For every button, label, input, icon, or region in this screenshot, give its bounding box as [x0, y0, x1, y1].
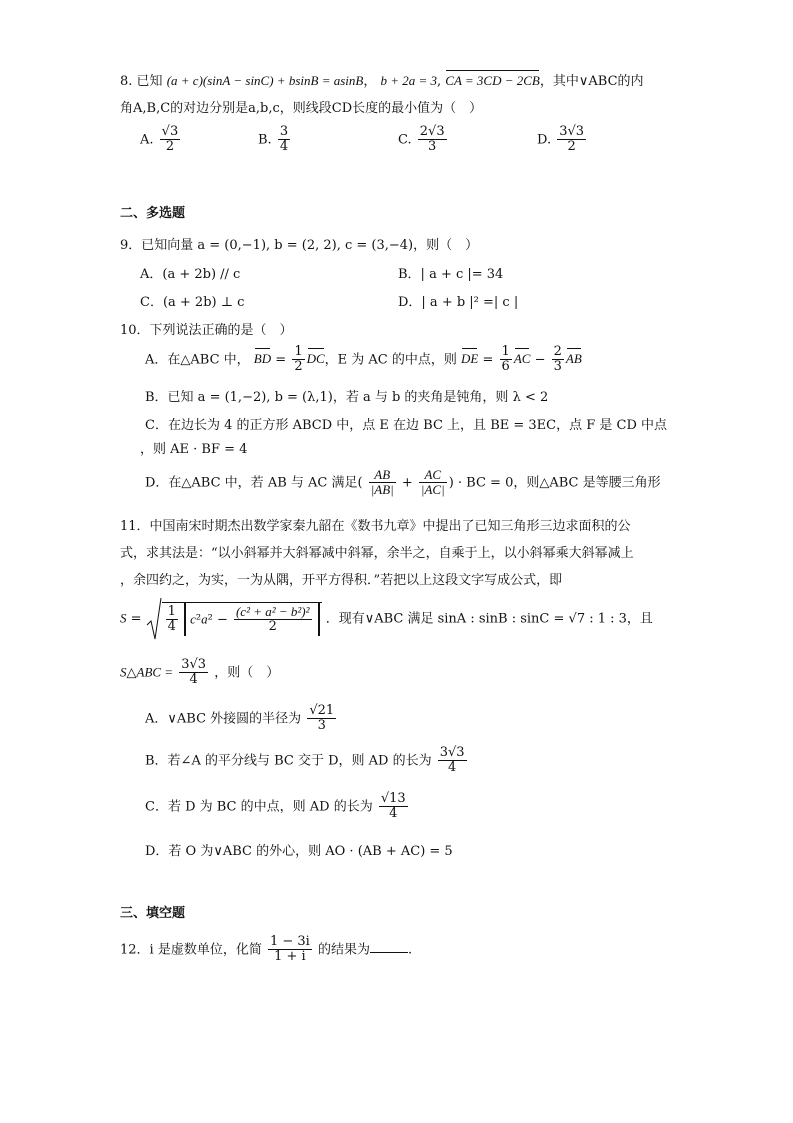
option-text: C．若 D 为 BC 的中点，则 AD 的长为 [145, 799, 373, 815]
q11-formula-post: ．现有∨ABC 满足 sinA : sinB : sinC = √7 : 1 : 3，且 [325, 611, 653, 627]
frac-den: 4 [389, 806, 398, 822]
q8-text-post: ，其中∨ABC的内 [539, 74, 644, 89]
answer-blank[interactable] [370, 940, 408, 953]
section-multiple-choice: 二、多选题 [120, 206, 186, 221]
q8-option-c[interactable] [398, 125, 449, 155]
q11-line3: ，余四约之，为实，一为从隅，开平方得积．”若把以上这段文字写成公式，即 [120, 573, 563, 588]
frac-den: 3 [317, 718, 326, 734]
frac-den: 4 [279, 139, 289, 155]
q8-option-d[interactable] [537, 125, 588, 155]
frac-num: 3√3 [181, 657, 207, 672]
q11-option-a[interactable] [145, 704, 338, 734]
q8-option-a[interactable] [140, 125, 182, 155]
area-label: S△ABC = [120, 664, 174, 680]
frac-num: 3√3 [439, 745, 465, 760]
q10-a-mid: ，E 为 AC 的中点，则 [324, 352, 457, 368]
frac-num: 3√3 [559, 124, 585, 139]
frac-den: 4 [189, 672, 198, 688]
option-text: A．∨ABC 外接圆的半径为 [145, 711, 302, 727]
option-label: D. [537, 132, 552, 148]
q11-option-b[interactable] [145, 746, 469, 776]
q9-option-a[interactable]: A．(a + 2b) // c [140, 267, 241, 282]
frac-den: 4 [448, 760, 457, 776]
q8-line1: 8. 已知 (a + c)(sinA − sinC) + bsinB = asinB， b + 2a = 3, CA = 3CD − 2CB，其中∨ABC的内 [120, 73, 644, 89]
q11-line2: 式，求其法是：“以小斜幂并大斜幂减中斜幂，余半之，自乘于上，以小斜幂乘大斜幂减上 [120, 546, 634, 561]
q11-option-d[interactable]: D．若 O 为∨ABC 的外心，则 AO · (AB + AC) = 5 [145, 844, 453, 859]
q12: 12．i 是虚数单位，化简 $\frac{1 - 3i}{1 + i}$ 的结果为 . [120, 934, 413, 965]
q10-stem: 10．下列说法正确的是（ ） [120, 323, 293, 338]
q11-area-post: ，则（ ） [214, 665, 280, 681]
q9-option-d[interactable]: D．| a + b |² =| c | [398, 295, 519, 310]
q11-line1: 11．中国南宋时期杰出数学家秦九韶在《数书九章》中提出了已知三角形三边求面积的公 [120, 519, 631, 534]
q10-a-pre: A．在△ABC 中， [145, 352, 250, 368]
q9-option-b[interactable]: B．| a + c |= 34 [398, 267, 504, 282]
q8-condition2: b + 2a = 3 [380, 73, 438, 88]
frac-den: 3 [428, 139, 437, 155]
q10-option-d[interactable]: D．在△ABC 中，若 AB 与 AC 满足( $\frac{AB}{|AB|}$ + $\frac{AC}{|AC|}$ ) · BC = 0，则△ABC 是等腰三角形 [145, 467, 661, 498]
q10-option-b[interactable]: B．已知 a = (1,−2), b = (λ,1)，若 a 与 b 的夹角是钝角，则 λ < 2 [145, 390, 549, 405]
q11-formula: S = $\frac{1}{4}$ c²a² − $\frac{\text{(c² + a² − b²)²}}{2}$ ．现有∨ABC 满足 sinA : sinB : sinC = √7 : 1 : 3，且 [120, 597, 653, 641]
frac-num: √13 [380, 791, 406, 806]
q11-area [120, 658, 279, 688]
vec-dc: DC [306, 351, 325, 367]
sqrt-icon [146, 597, 162, 641]
option-label: A. [140, 132, 154, 148]
q10-d-pre: D．在△ABC 中，若 AB 与 AC 满足 [145, 475, 358, 491]
q12-pre: 12．i 是虚数单位，化简 [120, 942, 262, 958]
frac-num: √3 [161, 124, 179, 139]
q8-line2: 角A,B,C的对边分别是a,b,c，则线段CD长度的最小值为（ ） [120, 101, 483, 116]
frac-num: 1 − 3i [269, 934, 310, 949]
q8-vector-eq: CA = 3CD − 2CB [445, 73, 540, 88]
frac-num: 3 [279, 124, 289, 139]
frac-num: 2√3 [419, 124, 445, 139]
q10-d-post: · BC = 0，则△ABC 是等腰三角形 [457, 475, 661, 491]
q8-number: 8. [120, 74, 133, 89]
q9-stem: 9．已知向量 a = (0,−1), b = (2, 2), c = (3,−4)，则（ ） [120, 238, 479, 253]
q12-post: 的结果为 [317, 942, 370, 958]
q11-option-c[interactable] [145, 792, 410, 822]
vec-bd: BD [253, 351, 272, 367]
frac-den: 2 [165, 139, 175, 155]
q10-option-c-line1[interactable]: C．在边长为 4 的正方形 ABCD 中，点 E 在边 BC 上，且 BE = 3EC，点 F 是 CD 中点 [145, 418, 668, 433]
frac-den: 2 [567, 139, 576, 155]
q8-option-b[interactable] [258, 125, 292, 155]
section-fill-blank: 三、填空题 [120, 906, 186, 921]
q8-condition: (a + c)(sinA − sinC) + bsinB = asinB [166, 73, 364, 88]
option-text: B．若∠A 的平分线与 BC 交于 D，则 AD 的长为 [145, 753, 432, 769]
q9-option-c[interactable]: C．(a + 2b) ⊥ c [140, 295, 245, 310]
frac-den: 1 + i [274, 949, 306, 965]
q10-option-a[interactable]: A．在△ABC 中， BD = $\frac{1}{2}$ DC，E 为 AC 的中点，则 DE = $\frac{1}{6}$ AC − $\frac{2}{3}$ AB [145, 344, 582, 375]
q10-option-c-line2: ，则 AE · BF = 4 [140, 442, 248, 457]
q8-text: 已知 [136, 74, 163, 89]
frac-num: √21 [309, 703, 335, 718]
option-label: B. [258, 132, 272, 148]
option-label: C. [398, 132, 412, 148]
